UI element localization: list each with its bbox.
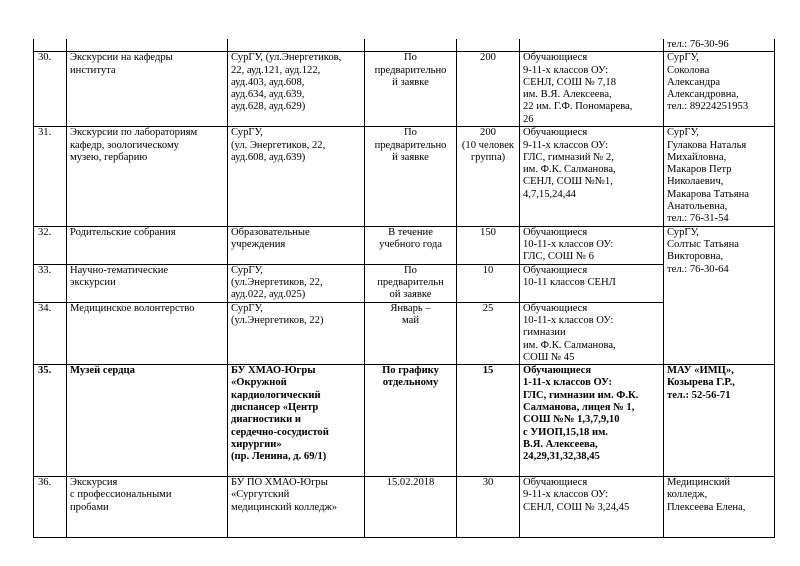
cell-num xyxy=(34,365,67,477)
cell-place xyxy=(228,226,365,264)
cell-line: ГЛС, гимназии им. Ф.К. xyxy=(523,389,639,401)
table-row xyxy=(34,477,775,538)
cell-line: (ул.Энергетиков, 22) xyxy=(231,314,324,326)
cell-audience xyxy=(520,127,664,226)
cell-line: учебного года xyxy=(379,238,442,250)
cell-contact xyxy=(664,127,775,226)
cell-line: Образовательные xyxy=(231,226,310,238)
cell-line: 10-11 классов СЕНЛ xyxy=(523,276,616,288)
table-row xyxy=(34,52,775,127)
cell-line: Обучающиеся xyxy=(523,127,588,139)
cell-line: 25 xyxy=(482,302,494,314)
cell-line: Александра xyxy=(667,76,721,88)
cell-line: 10-11-х классов ОУ: xyxy=(523,314,614,326)
cell-contact: тел.: 76-30-96 xyxy=(664,39,775,52)
cell-name xyxy=(67,226,228,264)
cell-when xyxy=(365,264,457,302)
cell-line: СОШ № 45 xyxy=(523,351,575,363)
cell-contact xyxy=(664,52,775,127)
cell-line: института xyxy=(70,64,116,76)
cell-line: Январь – xyxy=(390,302,431,314)
cell-line: сердечно-сосудистой xyxy=(231,426,329,438)
cell-line: СурГУ, xyxy=(231,264,263,276)
cell-line: СурГУ, xyxy=(667,52,699,64)
cell-count xyxy=(457,477,520,538)
cell-line: МАУ «ИМЦ», xyxy=(667,365,734,377)
cell-when xyxy=(365,302,457,364)
cell-line: май xyxy=(401,314,419,326)
cell-audience xyxy=(520,264,664,302)
cell-line: По xyxy=(404,264,417,276)
cell-line: 22 им. Г.Ф. Пономарева, xyxy=(523,101,633,113)
cell-line: й заявке xyxy=(392,76,429,88)
cell-place xyxy=(228,127,365,226)
cell-line: группа) xyxy=(470,151,506,163)
table-row xyxy=(34,264,775,302)
cell-line: (10 человек xyxy=(461,139,515,151)
cell-line: предварительно xyxy=(374,64,447,76)
cell-line: Козырева Г.Р., xyxy=(667,377,735,389)
cell-line: 35. xyxy=(38,365,52,377)
cell-line: СурГУ, xyxy=(667,226,699,238)
cell-line: диспансер «Центр xyxy=(231,402,319,414)
cell-count xyxy=(457,127,520,226)
cell-line: предварительн xyxy=(377,276,444,288)
cell-line: 15.02.2018 xyxy=(386,477,435,489)
cell-count xyxy=(457,52,520,127)
cell-line: 34. xyxy=(38,302,52,314)
cell-name xyxy=(67,127,228,226)
cell-line: Экскурсии на кафедры xyxy=(70,52,173,64)
table-row xyxy=(34,127,775,226)
cell-line: 10 xyxy=(482,264,494,276)
cell-line: Родительские собрания xyxy=(70,226,176,238)
cell-line: 10-11-х классов ОУ: xyxy=(523,238,614,250)
cell-line: учреждения xyxy=(231,238,286,250)
cell-line: 1-11-х классов ОУ: xyxy=(523,377,613,389)
cell-line: Обучающиеся xyxy=(523,52,588,64)
cell-audience xyxy=(520,39,664,52)
cell-num xyxy=(34,264,67,302)
cell-line: хирургии» xyxy=(231,438,282,450)
cell-line: (ул.Энергетиков, 22, xyxy=(231,276,323,288)
cell-line: тел.: 76-30-64 xyxy=(667,263,729,275)
cell-line: медицинский колледж» xyxy=(231,501,338,513)
cell-contact xyxy=(664,365,775,477)
cell-line: гимназии xyxy=(523,327,566,339)
cell-line: Плексеева Елена, xyxy=(667,501,746,513)
cell-line: 30 xyxy=(482,477,494,489)
cell-when xyxy=(365,52,457,127)
table-row xyxy=(34,302,775,364)
cell-audience xyxy=(520,302,664,364)
cell-line: тел.: 89224251953 xyxy=(667,101,749,113)
cell-line: 30. xyxy=(38,52,52,64)
cell-line: с УИОП,15,18 им. xyxy=(523,426,608,438)
cell-line: СЕНЛ, СОШ № 3,24,45 xyxy=(523,501,630,513)
cell-line: музею, гербарию xyxy=(70,151,148,163)
cell-place xyxy=(228,39,365,52)
cell-name xyxy=(67,365,228,477)
cell-line: Экскурсии по лабораториям xyxy=(70,127,198,139)
cell-place xyxy=(228,365,365,477)
cell-line: «Окружной xyxy=(231,377,287,389)
table-row xyxy=(34,365,775,477)
cell-line: Макарова Татьяна xyxy=(667,188,749,200)
cell-line: СЕНЛ, СОШ № 7,18 xyxy=(523,76,617,88)
cell-when xyxy=(365,226,457,264)
cell-line: тел.: 76-31-54 xyxy=(667,213,729,225)
cell-line: 4,7,15,24,44 xyxy=(523,188,576,200)
cell-num xyxy=(34,52,67,127)
cell-num xyxy=(34,302,67,364)
cell-num xyxy=(34,39,67,52)
cell-place xyxy=(228,264,365,302)
cell-audience xyxy=(520,477,664,538)
cell-when xyxy=(365,477,457,538)
cell-line: тел.: 52-56-71 xyxy=(667,389,731,401)
cell-name xyxy=(67,302,228,364)
cell-line: Медицинское волонтерство xyxy=(70,302,195,314)
cell-line: Михайловна, xyxy=(667,151,727,163)
cell-line: Музей сердца xyxy=(70,365,135,377)
cell-place xyxy=(228,302,365,364)
cell-line: СОШ №№ 1,3,7,9,10 xyxy=(523,414,620,426)
cell-line: Солтыс Татьяна xyxy=(667,238,739,250)
cell-line: 31. xyxy=(38,127,52,139)
cell-line: ой заявке xyxy=(389,289,432,301)
cell-line: ауд.634, ауд.639, xyxy=(231,89,305,101)
cell-count xyxy=(457,39,520,52)
cell-line: 15 xyxy=(482,365,494,377)
cell-line: кафедр, зоологическому xyxy=(70,139,179,151)
cell-line: Научно-тематические xyxy=(70,264,169,276)
cell-line: Николаевич, xyxy=(667,176,724,188)
table-row xyxy=(34,226,775,264)
cell-line: СЕНЛ, СОШ №№1, xyxy=(523,176,613,188)
document-page xyxy=(33,39,774,538)
cell-num xyxy=(34,226,67,264)
cell-audience xyxy=(520,365,664,477)
cell-line: им. Ф.К. Салманова, xyxy=(523,164,616,176)
cell-line: «Сургутский xyxy=(231,489,290,501)
cell-line: ГЛС, гимназий № 2, xyxy=(523,151,614,163)
cell-count xyxy=(457,264,520,302)
cell-line: 36. xyxy=(38,477,52,489)
cell-contact xyxy=(664,226,775,364)
cell-line: БУ ХМАО-Югры xyxy=(231,365,316,377)
cell-line: Обучающиеся xyxy=(523,226,588,238)
cell-line: По xyxy=(404,127,417,139)
cell-line: колледж, xyxy=(667,489,708,501)
cell-line: 9-11-х классов ОУ: xyxy=(523,64,609,76)
cell-audience xyxy=(520,226,664,264)
cell-line: Гулакова Наталья xyxy=(667,139,747,151)
cell-line: 32. xyxy=(38,226,52,238)
cell-line: (пр. Ленина, д. 69/1) xyxy=(231,451,327,463)
cell-line: отдельному xyxy=(382,377,439,389)
cell-line: Обучающиеся xyxy=(523,477,588,489)
cell-line: диагностики и xyxy=(231,414,301,426)
cell-line: ауд.403, ауд.608, xyxy=(231,76,305,88)
cell-line: 22, ауд.121, ауд.122, xyxy=(231,64,321,76)
cell-count xyxy=(457,226,520,264)
cell-line: 33. xyxy=(38,264,52,276)
cell-line: 150 xyxy=(480,226,496,238)
cell-line: Обучающиеся xyxy=(523,365,592,377)
cell-name xyxy=(67,52,228,127)
cell-line: СурГУ, (ул.Энергетиков, xyxy=(231,52,342,64)
cell-line: 200 xyxy=(480,52,496,64)
cell-count xyxy=(457,302,520,364)
cell-line: экскурсии xyxy=(70,276,116,288)
cell-line: кардиологический xyxy=(231,389,321,401)
cell-line: 9-11-х классов ОУ: xyxy=(523,139,609,151)
cell-line: ауд.022, ауд.025) xyxy=(231,289,306,301)
cell-num xyxy=(34,127,67,226)
cell-place xyxy=(228,477,365,538)
cell-line: Обучающиеся xyxy=(523,302,588,314)
cell-line: Макаров Петр xyxy=(667,164,732,176)
cell-when xyxy=(365,365,457,477)
cell-line: пробами xyxy=(70,501,109,513)
cell-line: СурГУ, xyxy=(667,127,699,139)
cell-line: 9-11-х классов ОУ: xyxy=(523,489,609,501)
cell-line: 26 xyxy=(523,113,534,125)
cell-line: ауд.608, ауд.639) xyxy=(231,151,306,163)
cell-num xyxy=(34,477,67,538)
cell-line: Александровна, xyxy=(667,89,739,101)
cell-when xyxy=(365,39,457,52)
cell-line: ГЛС, СОШ № 6 xyxy=(523,251,594,263)
cell-when xyxy=(365,127,457,226)
cell-line: с профессиональными xyxy=(70,489,172,501)
cell-line: Викторовна, xyxy=(667,251,724,263)
cell-line: Обучающиеся xyxy=(523,264,588,276)
cell-name xyxy=(67,264,228,302)
cell-line: 24,29,31,32,38,45 xyxy=(523,451,600,463)
cell-count xyxy=(457,365,520,477)
table-row-continued xyxy=(34,39,775,52)
cell-contact xyxy=(664,477,775,538)
cell-line: СурГУ, xyxy=(231,302,263,314)
cell-line: В течение xyxy=(388,226,433,238)
cell-place xyxy=(228,52,365,127)
cell-line: Анатольевна, xyxy=(667,201,728,213)
cell-line: (ул. Энергетиков, 22, xyxy=(231,139,326,151)
cell-name xyxy=(67,477,228,538)
cell-line: СурГУ, xyxy=(231,127,263,139)
cell-line: Медицинский xyxy=(667,477,731,489)
cell-line: В.Я. Алексеева, xyxy=(523,438,598,450)
cell-line: им. Ф.К. Салманова, xyxy=(523,339,616,351)
cell-line: им. В.Я. Алексеева, xyxy=(523,89,612,101)
cell-line: предварительно xyxy=(374,139,447,151)
cell-line: Соколова xyxy=(667,64,710,76)
cell-line: По графику xyxy=(382,365,439,377)
cell-audience xyxy=(520,52,664,127)
cell-line: По xyxy=(404,52,417,64)
cell-line: й заявке xyxy=(392,151,429,163)
cell-name xyxy=(67,39,228,52)
cell-line: Салманова, лицея № 1, xyxy=(523,402,635,414)
cell-line: БУ ПО ХМАО-Югры xyxy=(231,477,328,489)
cell-line: 200 xyxy=(480,127,496,139)
events-table xyxy=(33,39,775,538)
cell-line: ауд.628, ауд.629) xyxy=(231,101,306,113)
cell-line: Экскурсия xyxy=(70,477,118,489)
